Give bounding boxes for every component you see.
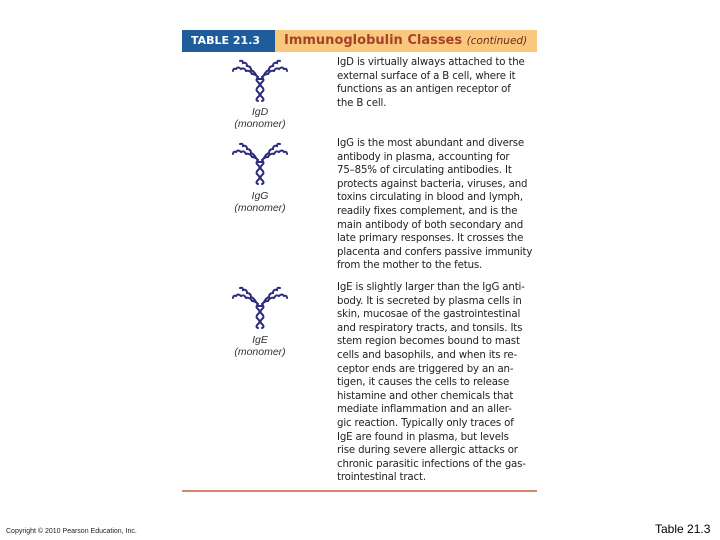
text-line: the B cell. <box>337 97 387 109</box>
text-line: chronic parasitic infections of the gas- <box>337 458 526 470</box>
slide-label: Table 21.3 <box>655 522 711 536</box>
ige-form: (monomer) <box>234 346 286 358</box>
table-title <box>284 30 527 52</box>
copyright: Copyright © 2010 Pearson Education, Inc. <box>6 528 137 535</box>
text-line: late primary responses. It crosses the <box>337 233 524 245</box>
igd-description <box>337 56 542 110</box>
text-line: 75–85% of circulating antibodies. It <box>337 165 512 177</box>
text-line: IgG is the most abundant and diverse <box>337 138 525 149</box>
ige-name: IgE <box>252 334 268 346</box>
ige-antibody-icon <box>232 282 288 334</box>
text-line: readily fixes complement, and is the <box>337 205 518 217</box>
text-line: toxins circulating in blood and lymph, <box>337 192 523 204</box>
text-line: from the mother to the fetus. <box>337 260 483 272</box>
text-line: stem region becomes bound to mast <box>337 336 520 348</box>
text-line: tigen, it causes the cells to release <box>337 377 510 389</box>
title-text: Immunoglobulin Classes <box>284 33 463 48</box>
text-line: IgE is slightly larger than the IgG anti- <box>337 282 525 293</box>
text-line: trointestinal tract. <box>337 472 426 484</box>
igd-form: (monomer) <box>234 118 286 130</box>
igg-label <box>215 190 305 214</box>
text-line: ceptor ends are triggered by an an- <box>337 363 514 375</box>
text-line: antibody in plasma, accounting for <box>337 151 510 163</box>
text-line: body. It is secreted by plasma cells in <box>337 295 522 307</box>
text-line: IgD is virtually always attached to the <box>337 57 525 68</box>
text-line: IgE are found in plasma, but levels <box>337 431 509 443</box>
title-suffix: (continued) <box>466 35 528 47</box>
ige-description <box>337 281 542 485</box>
text-line: protects against bacteria, viruses, and <box>337 178 528 190</box>
text-line: rise during severe allergic attacks or <box>337 445 518 457</box>
text-line: placenta and confers passive immunity <box>337 246 533 258</box>
table-number: TABLE 21.3 <box>182 30 275 52</box>
igg-name: IgG <box>251 190 269 202</box>
ige-label <box>215 334 305 358</box>
text-line: external surface of a B cell, where it <box>337 70 516 82</box>
igg-antibody-icon <box>232 138 288 190</box>
text-line: skin, mucosae of the gastrointestinal <box>337 309 521 321</box>
igd-name: IgD <box>251 106 269 118</box>
igd-label <box>215 106 305 130</box>
text-line: histamine and other chemicals that <box>337 390 514 402</box>
text-line: gic reaction. Typically only traces of <box>337 417 514 429</box>
text-line: cells and basophils, and when its re- <box>337 349 517 361</box>
text-line: mediate inflammation and an aller- <box>337 404 512 416</box>
table-header <box>182 30 537 52</box>
text-line: functions as an antigen receptor of <box>337 84 511 96</box>
table-bottom-rule <box>182 490 537 492</box>
text-line: and respiratory tracts, and tonsils. Its <box>337 322 523 334</box>
igg-description <box>337 137 542 273</box>
igg-form: (monomer) <box>234 202 286 214</box>
igd-antibody-icon <box>232 55 288 107</box>
text-line: main antibody of both secondary and <box>337 219 524 231</box>
